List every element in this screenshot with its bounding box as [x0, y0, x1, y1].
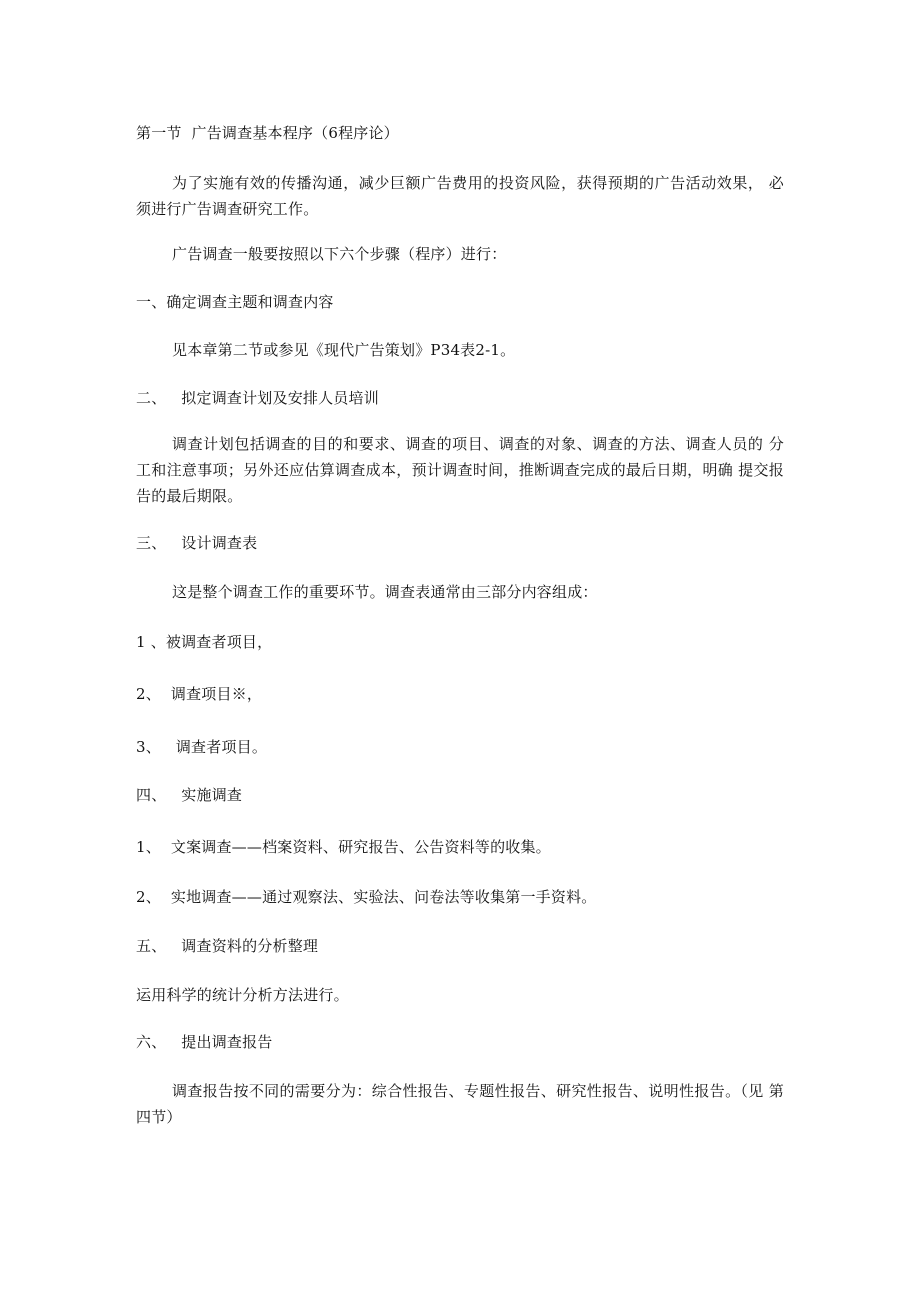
step-6-body: 调查报告按不同的需要分为：综合性报告、专题性报告、研究性报告、说明性报告。（见 第四节） — [136, 1082, 784, 1126]
step-6-heading: 六、 提出调查报告 — [136, 1033, 273, 1051]
step-3-heading: 三、 设计调查表 — [136, 534, 258, 552]
step-4-heading: 四、 实施调查 — [136, 786, 243, 804]
step-3-body: 这是整个调查工作的重要环节。调查表通常由三部分内容组成： — [172, 583, 598, 601]
intro-paragraph: 为了实施有效的传播沟通，减少巨额广告费用的投资风险，获得预期的广告活动效果， 必须进行广告调查研究工作。 — [136, 174, 784, 218]
step-4-item-1: 1、 文案调查——档案资料、研究报告、公告资料等的收集。 — [136, 838, 551, 856]
section-title: 第一节 广告调查基本程序（6程序论） — [136, 124, 399, 142]
step-2-body: 调查计划包括调查的目的和要求、调查的项目、调查的对象、调查的方法、调查人员的 分工和注意事项；另外还应估算调查成本，预计调查时间，推断调查完成的最后日期，明确 提交报告的最后期限。 — [136, 435, 784, 505]
step-5-body: 运用科学的统计分析方法进行。 — [136, 986, 349, 1004]
step-3-item-2: 2、 调查项目※， — [136, 685, 263, 703]
step-3-item-1: 1 、被调查者项目， — [136, 633, 273, 651]
steps-intro: 广告调查一般要按照以下六个步骤（程序）进行： — [172, 245, 507, 263]
step-1-body: 见本章第二节或参见《现代广告策划》P34表2-1。 — [172, 341, 516, 359]
step-5-heading: 五、 调查资料的分析整理 — [136, 937, 319, 955]
step-3-item-3: 3、 调查者项目。 — [136, 738, 268, 756]
step-1-heading: 一、确定调查主题和调查内容 — [136, 293, 334, 311]
step-2-heading: 二、 拟定调查计划及安排人员培训 — [136, 389, 379, 407]
step-4-item-2: 2、 实地调查——通过观察法、实验法、问卷法等收集第一手资料。 — [136, 888, 597, 906]
